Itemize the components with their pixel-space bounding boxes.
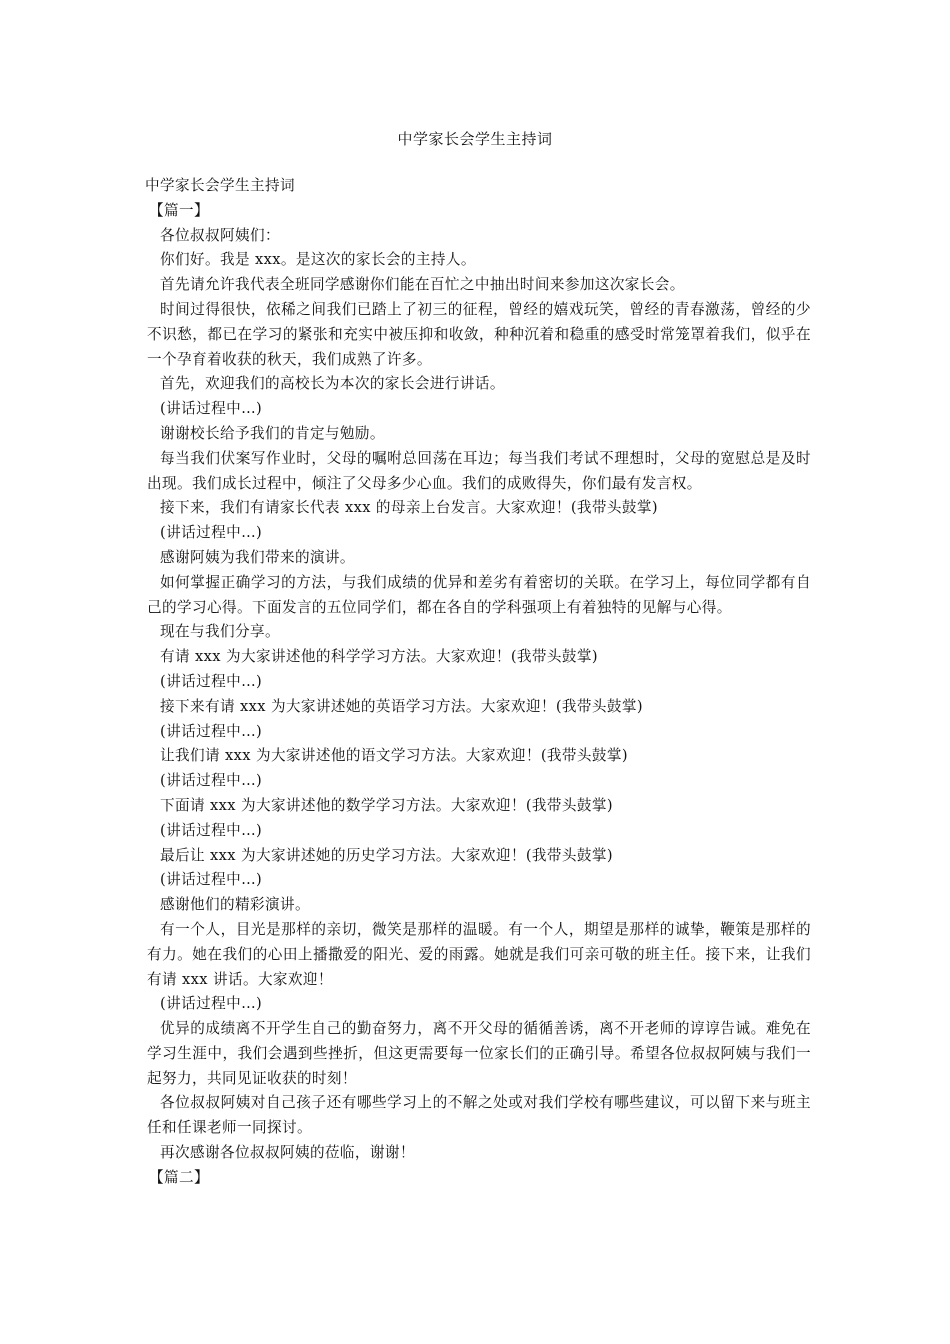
paragraph: 感谢他们的精彩演讲。 — [160, 896, 310, 914]
paragraph: 有请 xxx 为大家讲述他的科学学习方法。大家欢迎！(我带头鼓掌) — [160, 648, 598, 666]
salutation: 各位叔叔阿姨们： — [160, 226, 280, 244]
paragraph: 如何掌握正确学习的方法，与我们成绩的优异和差劣有着密切的关联。在学习上，每位同学都有自己的学习心得。下面发言的五位同学们，都在各自的学科强项上有着独特的见解与心得。 — [147, 573, 811, 616]
paragraph: 现在与我们分享。 — [160, 623, 280, 641]
paragraph: 谢谢校长给予我们的肯定与勉励。 — [160, 424, 385, 442]
paragraph: 首先请允许我代表全班同学感谢你们能在百忙之中抽出时间来参加这次家长会。 — [160, 276, 685, 294]
stage-direction: (讲话过程中…) — [160, 821, 263, 839]
paragraph: 再次感谢各位叔叔阿姨的莅临，谢谢！ — [160, 1144, 415, 1162]
stage-direction: (讲话过程中…) — [160, 400, 263, 418]
document-body — [145, 174, 811, 1191]
section-heading-one: 【篇一】 — [149, 201, 209, 219]
stage-direction: (讲话过程中…) — [160, 524, 263, 542]
paragraph: 你们好。我是 xxx。是这次的家长会的主持人。 — [160, 251, 476, 269]
stage-direction: (讲话过程中…) — [160, 722, 263, 740]
document-heading: 中学家长会学生主持词 — [145, 177, 295, 194]
stage-direction: (讲话过程中…) — [160, 871, 263, 889]
paragraph: 接下来，我们有请家长代表 xxx 的母亲上台发言。大家欢迎！(我带头鼓掌) — [160, 499, 658, 517]
paragraph: 优异的成绩离不开学生自己的勤奋努力，离不开父母的循循善诱，离不开老师的谆谆告诫。难免在学习生涯中，我们会遇到些挫折，但这更需要每一位家长们的正确引导。希望各位叔叔阿姨与我们一起努力，共同见证收获的时刻！ — [147, 1020, 811, 1087]
paragraph: 感谢阿姨为我们带来的演讲。 — [160, 548, 355, 566]
paragraph: 时间过得很快，依稀之间我们已踏上了初三的征程，曾经的嬉戏玩笑，曾经的青春激荡，曾经的少不识愁，都已在学习的紧张和充实中被压抑和收敛，种种沉着和稳重的感受时常笼罩着我们，似乎在一个孕育着收获的秋天，我们成熟了许多。 — [147, 300, 811, 368]
stage-direction: (讲话过程中…) — [160, 672, 263, 690]
paragraph: 各位叔叔阿姨对自己孩子还有哪些学习上的不解之处或对我们学校有哪些建议，可以留下来与班主任和任课老师一同探讨。 — [147, 1094, 811, 1137]
paragraph: 接下来有请 xxx 为大家讲述她的英语学习方法。大家欢迎！(我带头鼓掌) — [160, 697, 643, 715]
document-title: 中学家长会学生主持词 — [397, 130, 553, 148]
paragraph: 下面请 xxx 为大家讲述他的数学学习方法。大家欢迎！(我带头鼓掌) — [160, 796, 613, 814]
section-heading-two: 【篇二】 — [149, 1168, 209, 1186]
paragraph: 每当我们伏案写作业时，父母的嘱咐总回荡在耳边；每当我们考试不理想时，父母的宽慰总是及时出现。我们成长过程中，倾注了父母多少心血。我们的成败得失，你们最有发言权。 — [147, 449, 811, 492]
paragraph: 最后让 xxx 为大家讲述她的历史学习方法。大家欢迎！(我带头鼓掌) — [160, 846, 613, 864]
paragraph: 有一个人，目光是那样的亲切，微笑是那样的温暖。有一个人，期望是那样的诚挚，鞭策是那样的有力。她在我们的心田上播撒爱的阳光、爱的雨露。她就是我们可亲可敬的班主任。接下来，让我们有请 xxx 讲话。大家欢迎！ — [147, 920, 811, 988]
paragraph: 让我们请 xxx 为大家讲述他的语文学习方法。大家欢迎！(我带头鼓掌) — [160, 747, 628, 765]
stage-direction: (讲话过程中…) — [160, 995, 263, 1013]
stage-direction: (讲话过程中…) — [160, 772, 263, 790]
paragraph: 首先，欢迎我们的高校长为本次的家长会进行讲话。 — [160, 375, 505, 393]
